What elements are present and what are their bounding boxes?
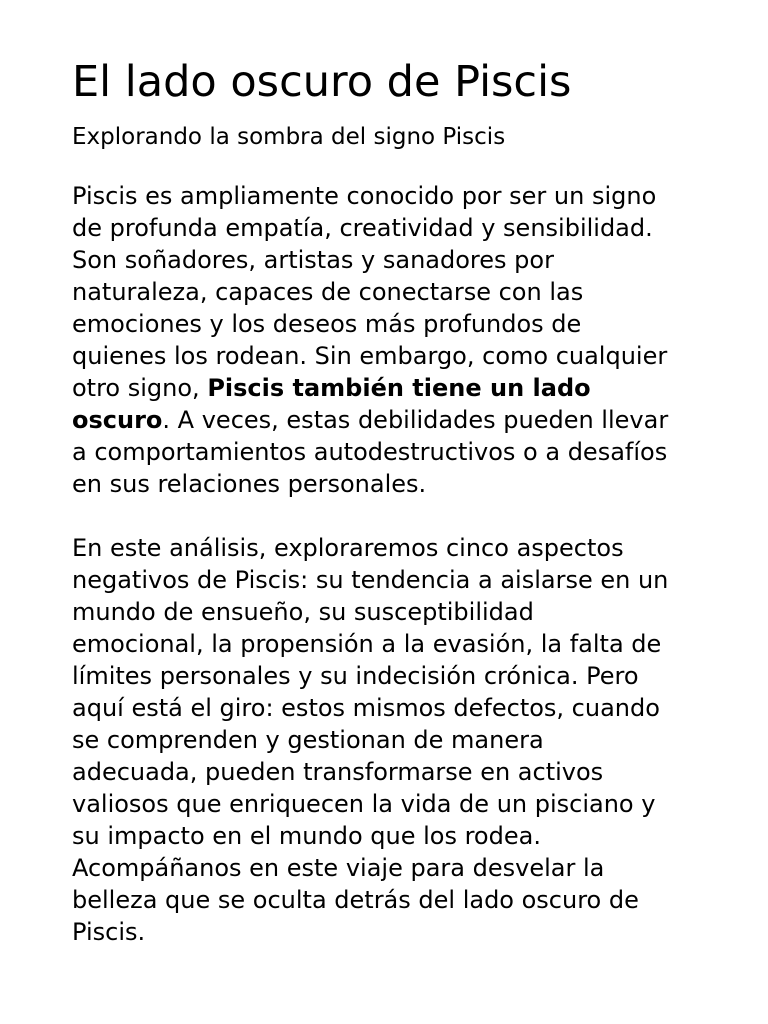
paragraph-line: Son soñadores, artistas y sanadores por — [72, 246, 554, 274]
paragraph-line: emociones y los deseos más profundos de — [72, 310, 582, 338]
paragraph-line: valiosos que enriquecen la vida de un pisciano y — [72, 790, 656, 818]
paragraph-line: a comportamientos autodestructivos o a desafíos — [72, 438, 668, 466]
paragraph-line: quienes los rodean. Sin embargo, como cualquier — [72, 342, 668, 370]
bold-emphasis: Piscis también tiene un lado — [207, 374, 591, 402]
paragraph-line: límites personales y su indecisión crónica. Pero — [72, 662, 639, 690]
paragraph-line — [72, 372, 702, 404]
paragraph-text: . A veces, estas debilidades pueden llevar — [162, 406, 669, 434]
paragraph-line: Acompáñanos en este viaje para desvelar la — [72, 854, 605, 882]
paragraph-line: Piscis. — [72, 918, 146, 946]
paragraph-line: su impacto en el mundo que los rodea. — [72, 822, 541, 850]
paragraph-line: se comprenden y gestionan de manera — [72, 726, 544, 754]
paragraph-line: En este análisis, exploraremos cinco aspectos — [72, 534, 624, 562]
paragraph-line: belleza que se oculta detrás del lado oscuro de — [72, 886, 639, 914]
paragraph-line: adecuada, pueden transformarse en activos — [72, 758, 604, 786]
bold-emphasis: oscuro — [72, 406, 163, 434]
article-content — [72, 56, 702, 948]
paragraph-text: otro signo, — [72, 374, 208, 402]
analysis-paragraph — [72, 532, 702, 948]
page-title: El lado oscuro de Piscis — [72, 57, 572, 107]
paragraph-line: en sus relaciones personales. — [72, 470, 427, 498]
paragraph-line: aquí está el giro: estos mismos defectos, cuando — [72, 694, 660, 722]
paragraph-line: mundo de ensueño, su susceptibilidad — [72, 598, 534, 626]
paragraph-line: emocional, la propensión a la evasión, la falta de — [72, 630, 662, 658]
intro-paragraph — [72, 180, 702, 500]
paragraph-line: naturaleza, capaces de conectarse con las — [72, 278, 584, 306]
paragraph-line — [72, 404, 702, 436]
paragraph-line: de profunda empatía, creatividad y sensibilidad. — [72, 214, 653, 242]
page-subtitle: Explorando la sombra del signo Piscis — [72, 124, 506, 150]
paragraph-line: Piscis es ampliamente conocido por ser un signo — [72, 182, 657, 210]
paragraph-line: negativos de Piscis: su tendencia a aislarse en un — [72, 566, 669, 594]
